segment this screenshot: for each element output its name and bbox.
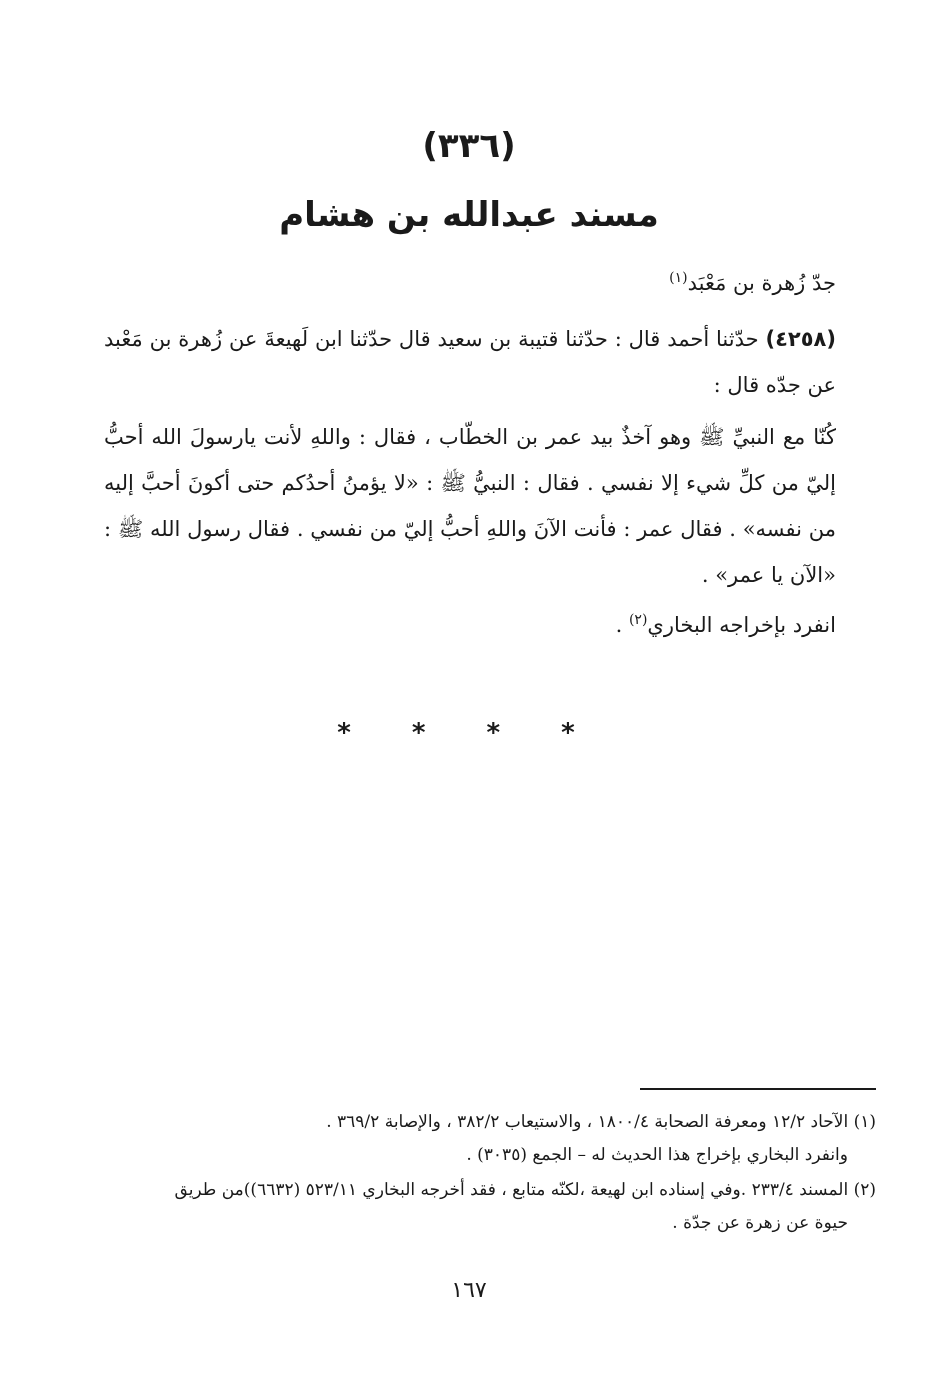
hadith-intro-text: حدّثنا أحمد قال : حدّثنا قتيبة بن سعيد قال حدّثنا ابن لَهيعةَ عن زُهرة بن مَعْبد عن جدّه قال : xyxy=(104,327,836,397)
narrator-text: جدّ زُهرة بن مَعْبَد xyxy=(687,271,836,295)
conclusion-line xyxy=(104,602,836,648)
footnote-1 xyxy=(112,1106,876,1172)
hadith-number: (٤٢٥٨) xyxy=(765,327,836,351)
conclusion-text: انفرد بإخراجه البخاري xyxy=(647,613,836,637)
hadith-isnad xyxy=(104,316,836,408)
footnote-ref-1[interactable]: (١) xyxy=(669,270,688,286)
footnotes xyxy=(112,1106,876,1242)
footnote-2-line-2: حيوة عن زهرة عن جدّة . xyxy=(672,1213,848,1233)
footnote-2-line-1: (٢) المسند ٢٣٣/٤ .وفي إسناده ابن لهيعة ،لكنّه متابع ، فقد أخرجه البخاري ٥٢٣/١١ (٦٦٣٢))من طريق xyxy=(174,1180,876,1200)
footnote-ref-2[interactable]: (٢) xyxy=(628,612,648,628)
footnote-divider xyxy=(640,1088,876,1090)
section-title: مسند عبدالله بن هشام xyxy=(279,195,659,235)
page-number: ١٦٧ xyxy=(451,1278,487,1303)
hadith-matn: كُنّا مع النبيِّ ﷺ وهو آخذٌ بيد عمر بن الخطّاب ، فقال : واللهِ لأنت يارسولَ الله أحبُّ إليّ من كلِّ شيء إلا نفسي . فقال : النبيُّ ﷺ : «لا يؤمنُ أحدُكم حتى أكونَ أحبَّ إليه من نفسه» . فقال عمر : فأنت الآنَ واللهِ أحبُّ إليّ من نفسي . فقال رسول الله ﷺ : «الآن يا عمر» . xyxy=(104,425,836,587)
footnote-2 xyxy=(112,1174,876,1240)
footnote-1-line-2: وانفرد البخاري بإخراج هذا الحديث له – الجمع (٣٠٣٥) . xyxy=(466,1145,848,1165)
section-number: (٣٣٦) xyxy=(422,126,516,166)
footnote-1-line-1: (١) الآحاد ١٢/٢ ومعرفة الصحابة ١٨٠٠/٤ ، والاستيعاب ٣٨٢/٢ ، والإصابة ٣٦٩/٢ . xyxy=(326,1112,876,1132)
section-separator: * * * * xyxy=(337,718,601,748)
conclusion-tail: . xyxy=(615,613,629,637)
narrator-line xyxy=(104,260,836,306)
